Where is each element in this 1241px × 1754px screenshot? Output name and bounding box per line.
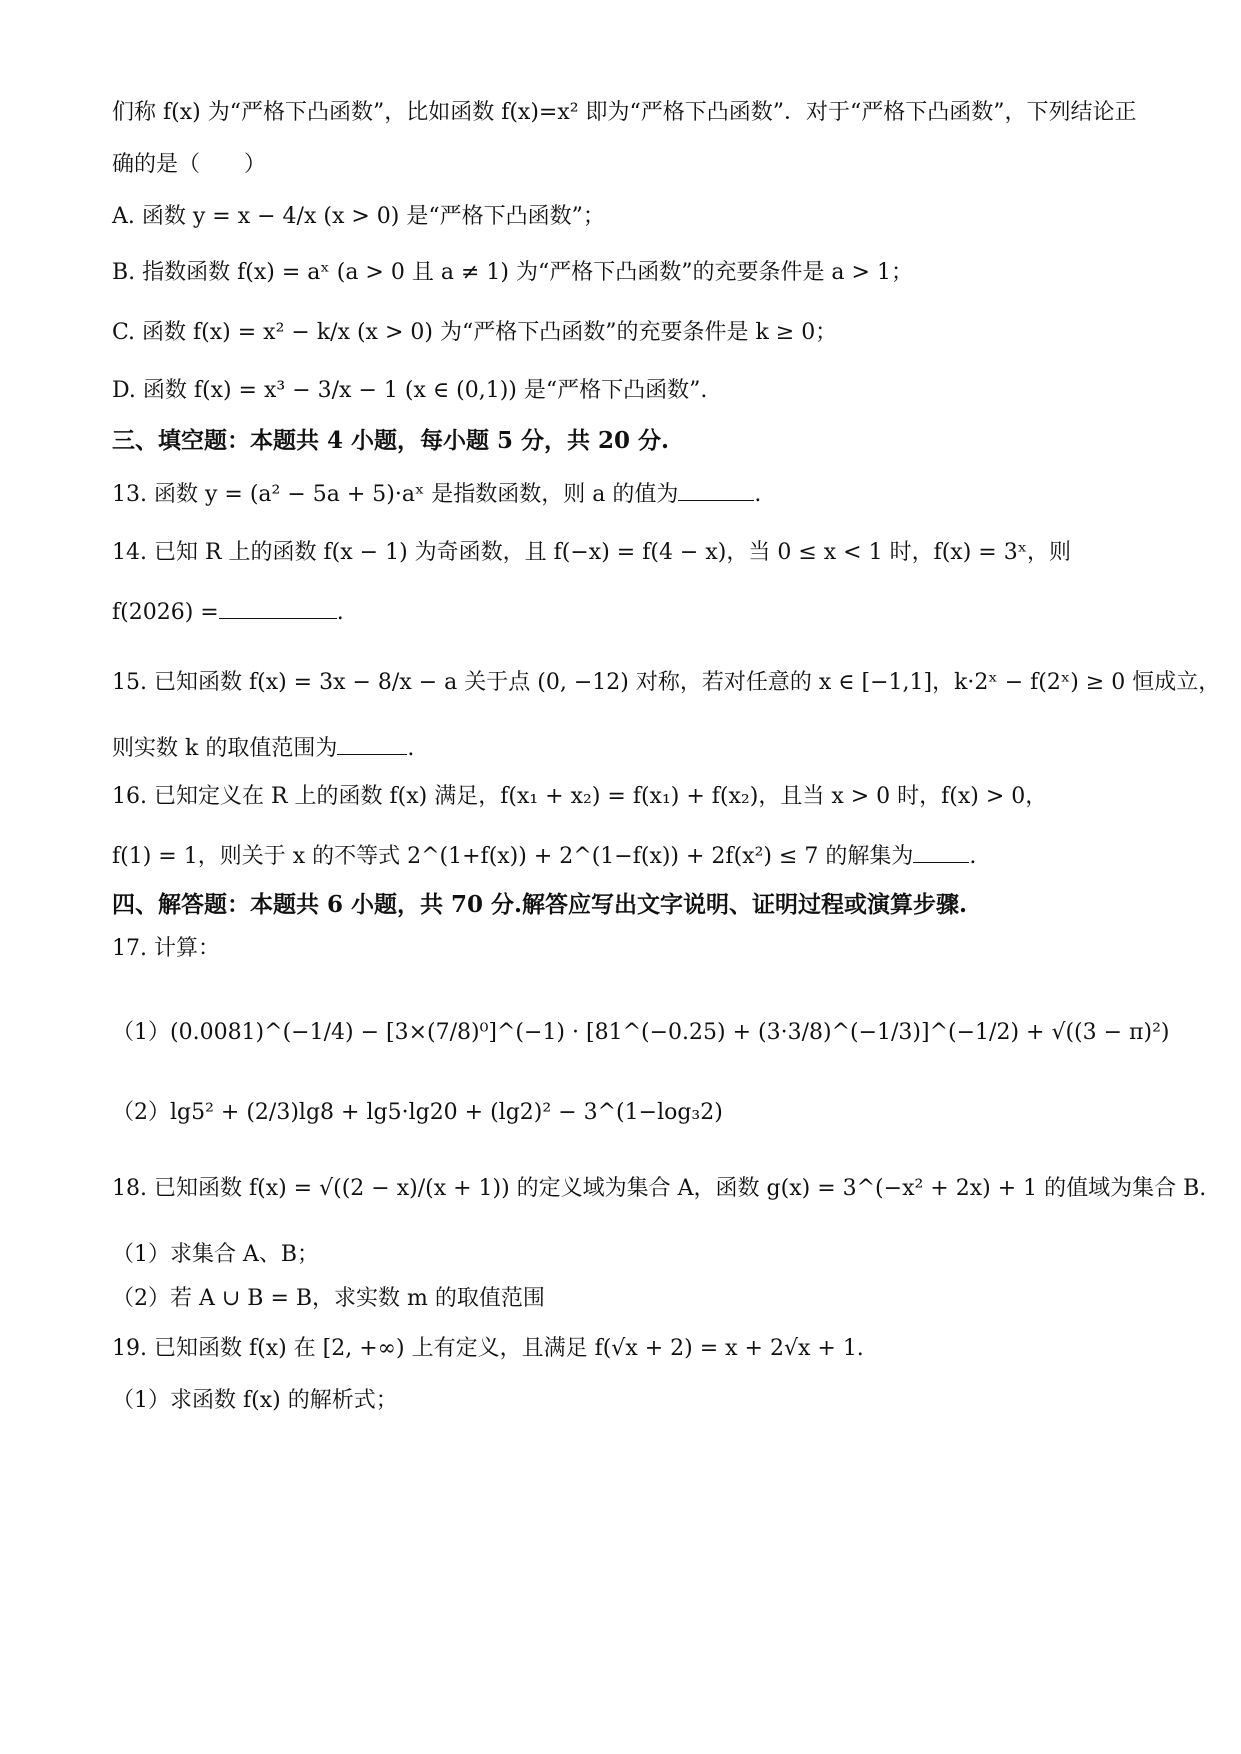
question-17-title: 17. 计算： <box>112 936 220 961</box>
option-a-text: 函数 y = x − 4/x (x > 0) 是“严格下凸函数”； <box>141 204 605 229</box>
option-a-label: A. <box>112 204 135 229</box>
question-18-part-2: （2）若 A ∪ B = B，求实数 m 的取值范围 <box>112 1286 545 1311</box>
option-b <box>112 258 1132 288</box>
intro-line-2: 确的是（ ） <box>112 152 267 177</box>
question-17-part-1: （1）(0.0081)^(−1/4) − [3×(7/8)⁰]^(−1) · [81^(−0.25) + (3·3/8)^(−1/3)]^(−1/2) + √((3 − π)²) <box>112 1020 1170 1045</box>
question-19-part-1: （1）求函数 f(x) 的解析式； <box>112 1388 398 1413</box>
option-d-text: 函数 f(x) = x³ − 3/x − 1 (x ∈ (0,1)) 是“严格下凸函数”. <box>142 378 708 403</box>
question-15-tail: . <box>407 736 415 761</box>
question-16-line-1: 16. 已知定义在 R 上的函数 f(x) 满足，f(x₁ + x₂) = f(x₁) + f(x₂)，且当 x > 0 时，f(x) > 0， <box>112 784 1048 809</box>
question-16-tail: . <box>969 844 977 869</box>
answer-blank <box>219 596 337 619</box>
answer-blank <box>337 732 407 755</box>
answer-blank <box>913 840 969 863</box>
question-14-line-1: 14. 已知 R 上的函数 f(x − 1) 为奇函数，且 f(−x) = f(4 − x)，当 0 ≤ x < 1 时，f(x) = 3ˣ，则 <box>112 540 1072 565</box>
question-18-text: 18. 已知函数 f(x) = √((2 − x)/(x + 1)) 的定义域为集合 A，函数 g(x) = 3^(−x² + 2x) + 1 的值域为集合 B. <box>112 1176 1207 1201</box>
question-19-text: 19. 已知函数 f(x) 在 [2, +∞) 上有定义，且满足 f(√x + 2) = x + 2√x + 1. <box>112 1336 864 1361</box>
question-16-line-2 <box>112 840 1132 872</box>
question-15-line-1: 15. 已知函数 f(x) = 3x − 8/x − a 关于点 (0, −12) 对称，若对任意的 x ∈ [−1,1]，k·2ˣ − f(2ˣ) ≥ 0 恒成立， <box>112 670 1221 695</box>
question-13-tail: . <box>754 482 762 507</box>
question-14-line-2 <box>112 596 1132 628</box>
intro-line-1: 们称 f(x) 为“严格下凸函数”，比如函数 f(x)=x² 即为“严格下凸函数”．对于“严格下凸函数”，下列结论正 <box>112 100 1137 125</box>
question-14-line-2-text: f(2026) = <box>112 600 219 625</box>
option-c <box>112 318 1132 348</box>
answer-blank <box>678 478 754 501</box>
option-c-label: C. <box>112 320 136 345</box>
question-18-part-1: （1）求集合 A、B； <box>112 1242 320 1267</box>
option-d-label: D. <box>112 378 136 403</box>
option-b-text: 指数函数 f(x) = aˣ (a > 0 且 a ≠ 1) 为“严格下凸函数”的充要条件是 a > 1； <box>142 260 913 285</box>
section-3-heading: 三、填空题：本题共 4 小题，每小题 5 分，共 20 分. <box>112 427 670 454</box>
question-13 <box>112 478 1132 510</box>
option-a <box>112 202 1132 232</box>
question-16-line-2-text: f(1) = 1，则关于 x 的不等式 2^(1+f(x)) + 2^(1−f(x)) + 2f(x²) ≤ 7 的解集为 <box>112 844 914 869</box>
question-13-text: 13. 函数 y = (a² − 5a + 5)·aˣ 是指数函数，则 a 的值为 <box>112 482 679 507</box>
question-15-line-2-text: 则实数 k 的取值范围为 <box>112 736 338 761</box>
option-b-label: B. <box>112 260 136 285</box>
option-c-text: 函数 f(x) = x² − k/x (x > 0) 为“严格下凸函数”的充要条件是 k ≥ 0； <box>142 320 838 345</box>
question-17-part-2: （2）lg5² + (2/3)lg8 + lg5·lg20 + (lg2)² − 3^(1−log₃2) <box>112 1100 723 1125</box>
question-15-line-2 <box>112 732 1132 764</box>
option-d <box>112 376 1132 406</box>
section-4-heading: 四、解答题：本题共 6 小题，共 70 分.解答应写出文字说明、证明过程或演算步骤. <box>112 891 968 918</box>
question-14-tail: . <box>336 600 344 625</box>
